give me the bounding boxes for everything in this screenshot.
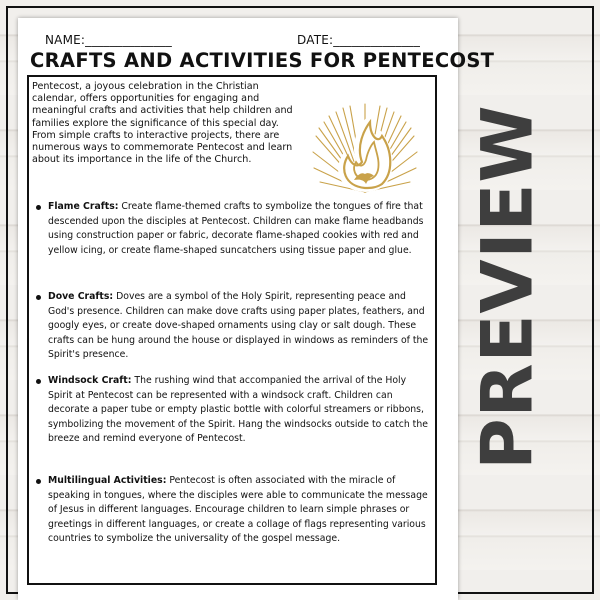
section-body: Pentecost is often associated with the miracle of speaking in tongues, where the disciples were able to communicate the message of Jesus in different languages. Encourage children to learn simple phrases or greetings in different languages, or create a collage of flags representing various countries to symbolize the universality of the gospel message. <box>48 475 428 545</box>
section-body: The rushing wind that accompanied the arrival of the Holy Spirit at Pentecost can be represented with a windsock craft. Children can decorate a paper tube or empty plastic bottle with colorful streamers or ribbons, symbolizing the movement of the Spirit. Hang the windsocks outside to catch the breeze and remind everyone of Pentecost. <box>48 375 428 445</box>
section-heading: Flame Crafts: <box>48 201 119 212</box>
pentecost-flame-dove-icon <box>310 100 420 200</box>
bullet-dot-icon <box>36 379 41 384</box>
list-item <box>36 374 431 447</box>
preview-watermark-text: PREVIEW <box>467 104 549 470</box>
section-body: Create flame-themed crafts to symbolize the tongues of fire that descended upon the disciples at Pentecost. Children can make flame headbands using construction paper or fabric, decorate flame-shaped cookies with red and yellow icing, or create flame-shaped suncatchers using tissue paper and glue. <box>48 201 424 256</box>
section-body: Doves are a symbol of the Holy Spirit, representing peace and God's presence. Children can make dove crafts using paper plates, feathers, and googly eyes, or create dove-shaped ornaments using clay or salt dough. These crafts can be hung around the house or displayed in windows as reminders of the Spirit's presence. <box>48 291 429 361</box>
date-field-label: DATE:______________ <box>297 33 421 47</box>
list-item <box>36 200 431 258</box>
bullet-dot-icon <box>36 479 41 484</box>
name-date-row <box>45 33 435 47</box>
page-title: CRAFTS AND ACTIVITIES FOR PENTECOST <box>30 49 495 72</box>
section-heading: Multilingual Activities: <box>48 475 167 486</box>
intro-paragraph: Pentecost, a joyous celebration in the Christian calendar, offers opportunities for engaging and meaningful crafts and activities that help children and families explore the significance of this special day. From simple crafts to interactive projects, there are numerous ways to commemorate Pentecost and learn about its importance in the life of the Church. <box>32 81 293 166</box>
bullet-dot-icon <box>36 205 41 210</box>
name-field-label: NAME:______________ <box>45 33 172 47</box>
section-heading: Dove Crafts: <box>48 291 114 302</box>
list-item <box>36 474 431 547</box>
list-item <box>36 290 431 363</box>
preview-watermark <box>453 104 563 470</box>
section-heading: Windsock Craft: <box>48 375 132 386</box>
bullet-dot-icon <box>36 295 41 300</box>
